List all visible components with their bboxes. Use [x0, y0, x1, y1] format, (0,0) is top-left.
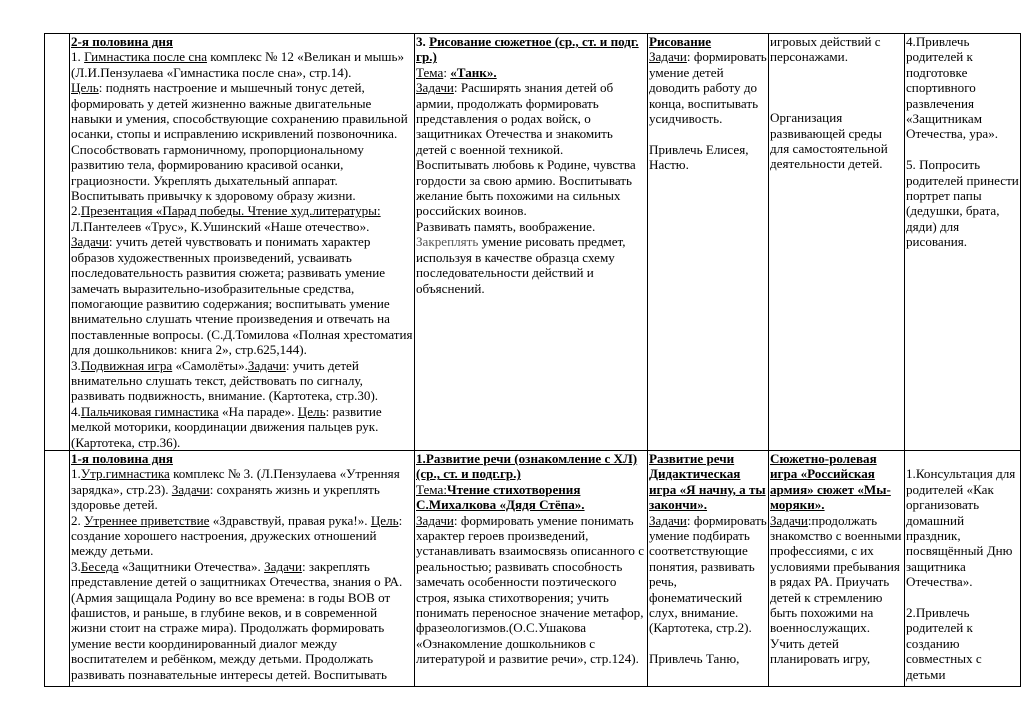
- individual-tasks: Задачи: формировать умение детей доводить работу до конца, воспитывать усидчивость.: [649, 49, 767, 127]
- table-row-morning: [45, 450, 1021, 686]
- activity-item-2: 2. Утреннее приветствие «Здравствуй, правая рука!». Цель: создание хорошего настроения, дружеских отношений между детьми.: [71, 512, 403, 559]
- lesson-theme: Тема: «Танк».: [416, 64, 497, 80]
- lesson-tasks: Задачи: формировать умение понимать характер героев произведений, устанавливать взаимосвязь описанного с реальностью; развивать способность замечать особенности поэтического строя, языка стихотворения; учить понимать переносное значение метафор, фразеологизмов.(О.С.Ушакова «Ознакомление дошкольников с литературой и развитие речи», стр.124).: [416, 512, 645, 667]
- day-cell-empty: [45, 34, 70, 451]
- environment-text: Учить детей планировать игру,: [770, 635, 871, 667]
- activity-link: Беседа: [80, 558, 119, 574]
- environment-title: Сюжетно-ролевая игра «Российская армия» сюжет «Мы-моряки».: [770, 450, 891, 513]
- parents-cell: [905, 34, 1021, 451]
- activities-cell: [70, 34, 415, 451]
- environment-cell: [769, 450, 905, 686]
- activity-item-1: 1. Гимнастика после сна комплекс № 12 «Великан и мышь» (Л.И.Пензулаева «Гимнастика после сна», стр.14).: [71, 49, 405, 80]
- environment-tasks: Задачи:продолжать знакомство с военными профессиями, с их условиями пребывания в рядах РА. Приучать детей к стремлению быть похожими на военнослужащих.: [770, 512, 902, 636]
- lesson-cell: [415, 450, 648, 686]
- lesson-text: Воспитывать любовь к Родине, чувства гордости за свою армию. Воспитывать желание быть похожими на сильных российских воинов.: [416, 157, 636, 219]
- individual-work-cell: [648, 34, 769, 451]
- activity-tasks: Задачи: учить детей чувствовать и понимать характер образов художественных произведений, усваивать последовательность развития сюжета; развивать умение замечать выразительно-изобразительные средства, помогающие развитию содержания; воспитывать умение внимательно слушать чтение произведения и отвечать на поставленные вопросы. (С.Д.Томилова «Полная хрестоматия для дошкольников: книга 2», стр.625,144).: [71, 234, 413, 358]
- individual-title: Рисование: [649, 34, 712, 49]
- activity-link: Утреннее приветствие: [84, 512, 210, 528]
- individual-attract: Привлечь Елисея, Настю.: [649, 141, 749, 173]
- table-row-afternoon: [45, 34, 1021, 451]
- activity-link: Презентация «Парад победы. Чтение худ.литературы:: [80, 203, 381, 219]
- activity-item-3: 3.Беседа «Защитники Отечества». Задачи: закреплять представление детей о защитниках Отечества, знания о РА. (Армия защищала Родину во все времена: в годы ВОВ от фашистов, и раньше, в глубине веков, и в современной жизни стоит на страже мира). Продолжать формировать умение вести координированный диалог между воспитателем и ребёнком, между детьми. Продолжать развивать познавательные интересы детей. Воспитывать: [71, 558, 403, 682]
- lesson-title: 1.Развитие речи (ознакомление с ХЛ) (ср., ст. и подг.гр.): [416, 450, 638, 482]
- activity-item-1: 1.Утр.гимнастика комплекс № 3. (Л.Пензулаева «Утренняя зарядка», стр.23). Задачи: сохранять жизнь и укреплять здоровье детей.: [71, 466, 400, 513]
- parents-item: 1.Консультация для родителей «Как организовать домашний праздник, посвящённый Дню защитника Отечества».: [906, 466, 1016, 590]
- parents-item: 4.Привлечь родителей к подготовке спортивного развлечения «Защитникам Отечества, ура».: [906, 34, 999, 142]
- activity-item-3: 3.Подвижная игра «Самолёты».Задачи: учить детей внимательно слушать текст, действовать по сигналу, развивать подвижность, внимание. (Картотека, стр.30).: [71, 357, 379, 404]
- parents-item: 2.Привлечь родителей к созданию совместных с детьми: [906, 605, 982, 682]
- lesson-fix: Закреплять умение рисовать предмет, используя в качестве образца схему последовательности действий и объяснений.: [416, 234, 626, 296]
- parents-item: 5. Попросить родителей принести портрет папы (дедушки, брата, дяди) для рисования.: [906, 157, 1019, 250]
- lesson-text: Развивать память, воображение.: [416, 218, 596, 234]
- environment-cell: [769, 34, 905, 451]
- environment-text: Организация развивающей среды для самостоятельной деятельности детей.: [770, 110, 888, 172]
- day-cell: [45, 450, 70, 686]
- half-day-header: 2-я половина дня: [71, 34, 173, 49]
- individual-attract: Привлечь Таню,: [649, 651, 740, 667]
- activity-goal: Цель: поднять настроение и мышечный тонус детей, формировать у детей жизненно важные двигательные навыки и умения, способствующие сохранению правильной осанки, стопы и исправлению искривлений позвоночника. Способствовать гармоничному, пропорциональному развитию тела, формированию красивой осанки, грациозности. Укреплять дыхательный аппарат. Воспитывать привычку к здоровому образу жизни.: [71, 80, 408, 204]
- activity-item-2: 2.Презентация «Парад победы. Чтение худ.литературы: Л.Пантелеев «Трус», К.Ушинский «Наше отечество».: [71, 203, 381, 234]
- activity-item-4: 4.Пальчиковая гимнастика «На параде». Цель: развитие мелкой моторики, координации движения пальцев рук. (Картотека, стр.36).: [71, 403, 382, 450]
- individual-work-cell: [648, 450, 769, 686]
- half-day-header: 1-я половина дня: [71, 450, 173, 466]
- environment-text: игровых действий с персонажами.: [770, 34, 881, 65]
- lesson-title: 3. Рисование сюжетное (ср., ст. и подг. гр.): [416, 34, 639, 65]
- activities-cell: [70, 450, 415, 686]
- lesson-cell: [415, 34, 648, 451]
- activity-link: Гимнастика после сна: [84, 49, 208, 65]
- plan-table: [44, 33, 1021, 687]
- lesson-tasks: Задачи: Расширять знания детей об армии, продолжать формировать представления о родах войск, о защитниках Отечества и знакомить детей с военной техникой.: [416, 80, 614, 157]
- individual-title: Развитие речи Дидактическая игра «Я начну, а ты закончи».: [649, 450, 766, 513]
- lesson-theme: Тема:Чтение стихотворения С.Михалкова «Дядя Стёпа».: [416, 481, 585, 513]
- individual-tasks: Задачи: формировать умение подбирать соответствующие понятия, развивать речь, фонематический слух, внимание. (Картотека, стр.2).: [649, 512, 767, 636]
- parents-cell: [905, 450, 1021, 686]
- activity-link: Подвижная игра: [80, 357, 173, 373]
- activity-link: Утр.гимнастика: [80, 466, 170, 482]
- activity-link: Пальчиковая гимнастика: [80, 403, 219, 419]
